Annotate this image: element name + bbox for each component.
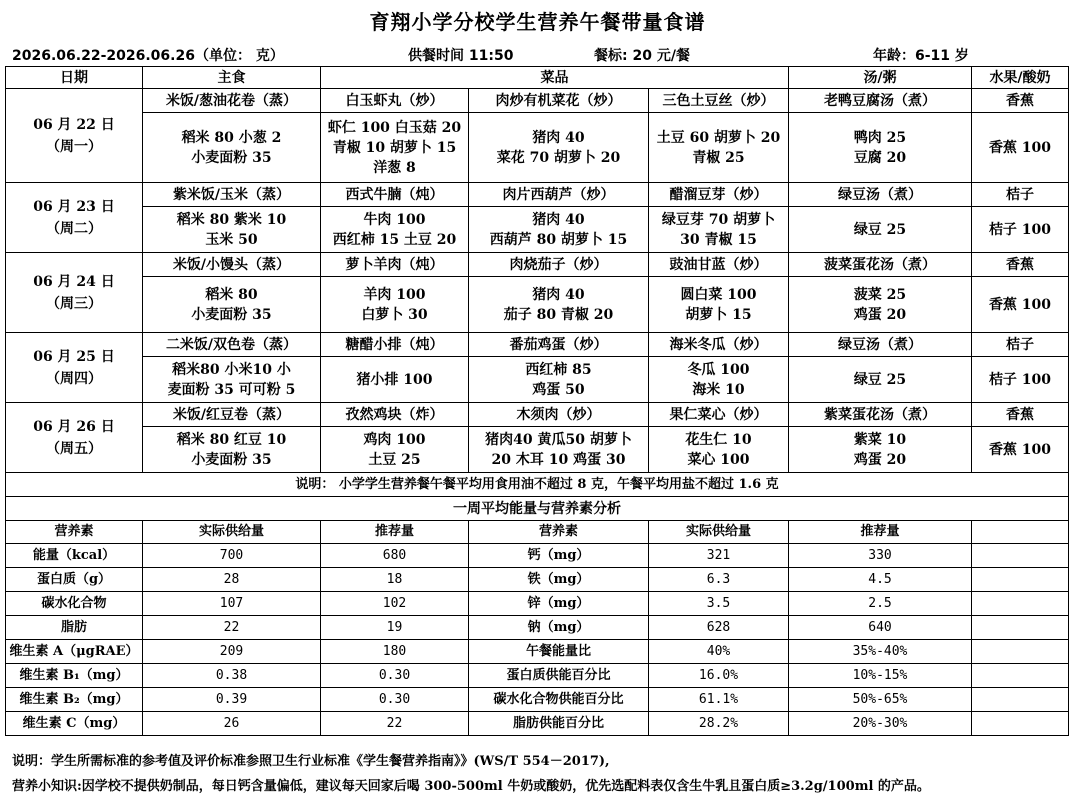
nutrient-value: 102 <box>321 592 469 616</box>
ingredient-line: 菠菜 25 <box>853 286 907 303</box>
page-title: 育翔小学分校学生营养午餐带量食谱 <box>369 10 706 34</box>
oil-salt-note: 说明： 小学学生营养餐午餐平均用食用油不超过 8 克，午餐平均用盐不超过 1.6 克 <box>6 473 1069 497</box>
nutrient-row <box>6 688 1069 712</box>
ingredient-line: 猪肉 40 <box>532 211 585 228</box>
dish-ingredients <box>789 113 972 183</box>
ingredient-line: 绿豆 25 <box>853 221 907 238</box>
empty-cell <box>972 712 1069 736</box>
nutrient-value: 3.5 <box>649 592 789 616</box>
nutrient-value: 18 <box>321 568 469 592</box>
nutrient-row <box>6 712 1069 736</box>
ingredient-line: 稻米 80 红豆 10 <box>176 431 287 448</box>
ingredient-line: 稻米 80 紫米 10 <box>176 211 287 228</box>
nutrient-header: 推荐量 <box>321 521 469 544</box>
ingredient-line: 虾仁 100 白玉菇 20 <box>327 119 462 136</box>
dish-ingredients <box>143 427 321 473</box>
nutrient-name: 钠（mg） <box>469 616 649 640</box>
day-detail-row <box>6 207 1069 253</box>
dish-name: 米饭/小馒头（蒸） <box>143 253 321 277</box>
nutrient-name: 维生素 B₂（mg） <box>6 688 143 712</box>
dish-name: 香蕉 <box>972 403 1069 427</box>
ingredient-line: 西红柿 85 <box>525 361 592 378</box>
nutrient-name: 维生素 C（mg） <box>6 712 143 736</box>
day-date: 06 月 25 日 <box>33 348 115 365</box>
dish-name: 绿豆汤（煮） <box>789 183 972 207</box>
nutrient-name: 脂肪供能百分比 <box>469 712 649 736</box>
dish-name: 萝卜羊肉（炖） <box>321 253 469 277</box>
ingredient-line: 鸡蛋 20 <box>853 306 907 323</box>
dish-ingredients <box>469 427 649 473</box>
nutrient-header <box>972 521 1069 544</box>
dish-ingredients <box>972 113 1069 183</box>
ingredient-line: 麦面粉 35 可可粉 5 <box>167 381 296 398</box>
dish-name: 西式牛腩（炖） <box>321 183 469 207</box>
nutrient-name: 脂肪 <box>6 616 143 640</box>
ingredient-line: 茄子 80 青椒 20 <box>503 306 614 323</box>
ingredient-line: 海米 10 <box>692 381 745 398</box>
dish-name: 番茄鸡蛋（炒） <box>469 333 649 357</box>
day-weekday: （周一） <box>46 138 102 155</box>
nutrient-value: 330 <box>789 544 972 568</box>
dish-ingredients <box>143 113 321 183</box>
nutrient-header-row <box>6 521 1069 544</box>
nutrient-value: 61.1% <box>649 688 789 712</box>
nutrient-value: 2.5 <box>789 592 972 616</box>
nutrient-value: 10%-15% <box>789 664 972 688</box>
dish-name: 菠菜蛋花汤（煮） <box>789 253 972 277</box>
header-fruit: 水果/酸奶 <box>972 67 1069 89</box>
ingredient-line: 菜心 100 <box>687 451 750 468</box>
day-date: 06 月 24 日 <box>33 273 115 290</box>
dish-ingredients <box>972 207 1069 253</box>
ingredient-line: 桔子 100 <box>988 221 1052 238</box>
empty-cell <box>972 688 1069 712</box>
nutrient-value: 0.30 <box>321 664 469 688</box>
dish-name: 米饭/红豆卷（蒸） <box>143 403 321 427</box>
dish-name: 香蕉 <box>972 253 1069 277</box>
ingredient-line: 冬瓜 100 <box>687 361 750 378</box>
dish-ingredients <box>321 357 469 403</box>
ingredient-line: 紫菜 10 <box>853 431 907 448</box>
nutrient-value: 28 <box>143 568 321 592</box>
nutrient-value: 628 <box>649 616 789 640</box>
nutrient-row <box>6 640 1069 664</box>
nutrient-value: 180 <box>321 640 469 664</box>
nutrient-row <box>6 664 1069 688</box>
ingredient-line: 小麦面粉 35 <box>191 451 272 468</box>
dish-ingredients <box>143 357 321 403</box>
dish-ingredients <box>649 113 789 183</box>
nutrient-value: 107 <box>143 592 321 616</box>
ingredient-line: 牛肉 100 <box>363 211 426 228</box>
ingredient-line: 稻米 80 小葱 2 <box>181 129 282 146</box>
day-detail-row <box>6 113 1069 183</box>
empty-cell <box>972 664 1069 688</box>
day-date: 06 月 26 日 <box>33 418 115 435</box>
day-detail-row <box>6 427 1069 473</box>
ingredient-line: 小麦面粉 35 <box>191 306 272 323</box>
footnote-standard: 说明：学生所需标准的参考值及评价标准参照卫生行业标准《学生餐营养指南》》(WS/T 554－2017), <box>12 754 610 769</box>
ingredient-line: 稻米80 小米10 小 <box>172 361 291 378</box>
meal-price: 餐标: 20 元/餐 <box>594 48 690 64</box>
day-name-row <box>6 183 1069 207</box>
nutrient-name: 碳水化合物 <box>6 592 143 616</box>
ingredient-line: 鸡蛋 50 <box>532 381 585 398</box>
dish-ingredients <box>143 207 321 253</box>
ingredient-line: 圆白菜 100 <box>680 286 757 303</box>
dish-ingredients <box>321 207 469 253</box>
ingredient-line: 猪肉 40 <box>532 129 585 146</box>
day-name-row <box>6 333 1069 357</box>
day-name-row <box>6 89 1069 113</box>
nutrient-value: 19 <box>321 616 469 640</box>
nutrient-value: 22 <box>321 712 469 736</box>
ingredient-line: 豆腐 20 <box>853 149 907 166</box>
ingredient-line: 青椒 25 <box>692 149 745 166</box>
ingredient-line: 洋葱 8 <box>373 159 416 176</box>
ingredient-line: 猪肉 40 <box>532 286 585 303</box>
empty-cell <box>972 616 1069 640</box>
nutrient-header: 实际供给量 <box>143 521 321 544</box>
ingredient-line: 绿豆芽 70 胡萝卜 <box>661 211 776 228</box>
header-date: 日期 <box>6 67 143 89</box>
nutrient-row <box>6 568 1069 592</box>
dish-name: 紫米饭/玉米（蒸） <box>143 183 321 207</box>
meta-bar <box>0 45 1075 65</box>
ingredient-line: 胡萝卜 15 <box>685 306 752 323</box>
day-weekday: （周二） <box>46 220 102 237</box>
header-dishes: 菜品 <box>321 67 789 89</box>
day-date: 06 月 22 日 <box>33 116 115 133</box>
dish-name: 豉油甘蓝（炒） <box>649 253 789 277</box>
nutrient-value: 321 <box>649 544 789 568</box>
dish-name: 紫菜蛋花汤（煮） <box>789 403 972 427</box>
nutrient-header: 营养素 <box>6 521 143 544</box>
dish-ingredients <box>469 207 649 253</box>
serve-time: 供餐时间 11:50 <box>408 48 514 64</box>
dish-name: 香蕉 <box>972 89 1069 113</box>
dish-ingredients <box>649 357 789 403</box>
dish-name: 孜然鸡块（炸） <box>321 403 469 427</box>
nutrient-name: 蛋白质（g） <box>6 568 143 592</box>
analysis-title: 一周平均能量与营养素分析 <box>6 497 1069 521</box>
nutrient-value: 700 <box>143 544 321 568</box>
ingredient-line: 菜花 70 胡萝卜 20 <box>496 149 621 166</box>
analysis-title-row <box>6 497 1069 521</box>
dish-ingredients <box>789 357 972 403</box>
dish-name: 肉烧茄子（炒） <box>469 253 649 277</box>
ingredient-line: 绿豆 25 <box>853 371 907 388</box>
nutrient-name: 午餐能量比 <box>469 640 649 664</box>
dish-ingredients <box>972 427 1069 473</box>
dish-ingredients <box>321 113 469 183</box>
nutrient-value: 22 <box>143 616 321 640</box>
ingredient-line: 稻米 80 <box>205 286 258 303</box>
nutrient-row <box>6 544 1069 568</box>
ingredient-line: 香蕉 100 <box>988 139 1052 156</box>
dish-ingredients <box>469 357 649 403</box>
ingredient-line: 鸡肉 100 <box>363 431 426 448</box>
nutrient-name: 铁（mg） <box>469 568 649 592</box>
ingredient-line: 小麦面粉 35 <box>191 149 272 166</box>
dish-ingredients <box>789 427 972 473</box>
nutrient-value: 6.3 <box>649 568 789 592</box>
dish-ingredients <box>469 277 649 333</box>
dish-name: 二米饭/双色卷（蒸） <box>143 333 321 357</box>
dish-name: 醋溜豆芽（炒） <box>649 183 789 207</box>
nutrient-name: 能量（kcal） <box>6 544 143 568</box>
dish-name: 白玉虾丸（炒） <box>321 89 469 113</box>
menu-table <box>5 66 1069 736</box>
nutrient-value: 680 <box>321 544 469 568</box>
nutrient-name: 维生素 B₁（mg） <box>6 664 143 688</box>
date-range: 2026.06.22-2026.06.26（单位： 克） <box>12 48 284 64</box>
day-date-cell <box>6 253 143 333</box>
ingredient-line: 20 木耳 10 鸡蛋 30 <box>491 451 626 468</box>
nutrient-name: 维生素 A（μgRAE） <box>6 640 143 664</box>
dish-ingredients <box>972 357 1069 403</box>
ingredient-line: 西红柿 15 土豆 20 <box>332 231 457 248</box>
ingredient-line: 桔子 100 <box>988 371 1052 388</box>
day-detail-row <box>6 357 1069 403</box>
nutrient-value: 4.5 <box>789 568 972 592</box>
ingredient-line: 香蕉 100 <box>988 296 1052 313</box>
ingredient-line: 玉米 50 <box>205 231 258 248</box>
nutrient-name: 钙（mg） <box>469 544 649 568</box>
dish-ingredients <box>789 207 972 253</box>
nutrient-header: 推荐量 <box>789 521 972 544</box>
empty-cell <box>972 568 1069 592</box>
dish-ingredients <box>649 427 789 473</box>
nutrient-value: 20%-30% <box>789 712 972 736</box>
empty-cell <box>972 544 1069 568</box>
ingredient-line: 鸡蛋 20 <box>853 451 907 468</box>
dish-name: 米饭/葱油花卷（蒸） <box>143 89 321 113</box>
day-date-cell <box>6 333 143 403</box>
ingredient-line: 西葫芦 80 胡萝卜 15 <box>489 231 628 248</box>
nutrient-name: 蛋白质供能百分比 <box>469 664 649 688</box>
dish-ingredients <box>321 427 469 473</box>
day-date-cell <box>6 403 143 473</box>
empty-cell <box>972 640 1069 664</box>
dish-name: 桔子 <box>972 333 1069 357</box>
nutrient-value: 28.2% <box>649 712 789 736</box>
ingredient-line: 白萝卜 30 <box>361 306 428 323</box>
nutrient-header: 实际供给量 <box>649 521 789 544</box>
day-name-row <box>6 253 1069 277</box>
nutrient-row <box>6 592 1069 616</box>
ingredient-line: 香蕉 100 <box>988 441 1052 458</box>
dish-ingredients <box>649 277 789 333</box>
dish-name: 三色土豆丝（炒） <box>649 89 789 113</box>
dish-name: 肉炒有机菜花（炒） <box>469 89 649 113</box>
nutrient-header: 营养素 <box>469 521 649 544</box>
nutrient-row <box>6 616 1069 640</box>
ingredient-line: 花生仁 10 <box>685 431 752 448</box>
nutrient-name: 碳水化合物供能百分比 <box>469 688 649 712</box>
nutrient-value: 35%-40% <box>789 640 972 664</box>
nutrient-value: 0.38 <box>143 664 321 688</box>
nutrient-value: 640 <box>789 616 972 640</box>
day-weekday: （周四） <box>46 370 102 387</box>
footnote-calcium: 营养小知识:因学校不提供奶制品，每日钙含量偏低，建议每天回家后喝 300-500ml 牛奶或酸奶，优先选配料表仅含生牛乳且蛋白质≥3.2g/100ml 的产品。 <box>12 779 930 794</box>
dish-ingredients <box>789 277 972 333</box>
nutrient-value: 0.30 <box>321 688 469 712</box>
nutrient-value: 50%-65% <box>789 688 972 712</box>
day-weekday: （周三） <box>46 295 102 312</box>
day-date: 06 月 23 日 <box>33 198 115 215</box>
header-soup: 汤/粥 <box>789 67 972 89</box>
ingredient-line: 鸭肉 25 <box>853 129 907 146</box>
ingredient-line: 土豆 25 <box>368 451 421 468</box>
age-range: 年龄：6-11 岁 <box>873 48 969 64</box>
ingredient-line: 羊肉 100 <box>363 286 426 303</box>
dish-ingredients <box>143 277 321 333</box>
nutrient-value: 0.39 <box>143 688 321 712</box>
ingredient-line: 土豆 60 胡萝卜 20 <box>656 129 781 146</box>
nutrient-name: 锌（mg） <box>469 592 649 616</box>
ingredient-line: 30 青椒 15 <box>680 231 757 248</box>
dish-name: 肉片西葫芦（炒） <box>469 183 649 207</box>
dish-ingredients <box>972 277 1069 333</box>
dish-name: 果仁菜心（炒） <box>649 403 789 427</box>
nutrient-value: 16.0% <box>649 664 789 688</box>
ingredient-line: 青椒 10 胡萝卜 15 <box>332 139 457 156</box>
day-name-row <box>6 403 1069 427</box>
dish-ingredients <box>321 277 469 333</box>
dish-ingredients <box>649 207 789 253</box>
dish-ingredients <box>469 113 649 183</box>
day-date-cell <box>6 89 143 183</box>
dish-name: 木须肉（炒） <box>469 403 649 427</box>
ingredient-line: 猪小排 100 <box>356 371 433 388</box>
menu-header-row <box>6 67 1069 89</box>
header-staple: 主食 <box>143 67 321 89</box>
nutrient-value: 209 <box>143 640 321 664</box>
ingredient-line: 猪肉40 黄瓜50 胡萝卜 <box>485 431 632 448</box>
nutrient-value: 26 <box>143 712 321 736</box>
day-detail-row <box>6 277 1069 333</box>
dish-name: 老鸭豆腐汤（煮） <box>789 89 972 113</box>
day-weekday: （周五） <box>46 440 102 457</box>
dish-name: 桔子 <box>972 183 1069 207</box>
note-row <box>6 473 1069 497</box>
dish-name: 海米冬瓜（炒） <box>649 333 789 357</box>
day-date-cell <box>6 183 143 253</box>
nutrient-value: 40% <box>649 640 789 664</box>
empty-cell <box>972 592 1069 616</box>
dish-name: 糖醋小排（炖） <box>321 333 469 357</box>
dish-name: 绿豆汤（煮） <box>789 333 972 357</box>
